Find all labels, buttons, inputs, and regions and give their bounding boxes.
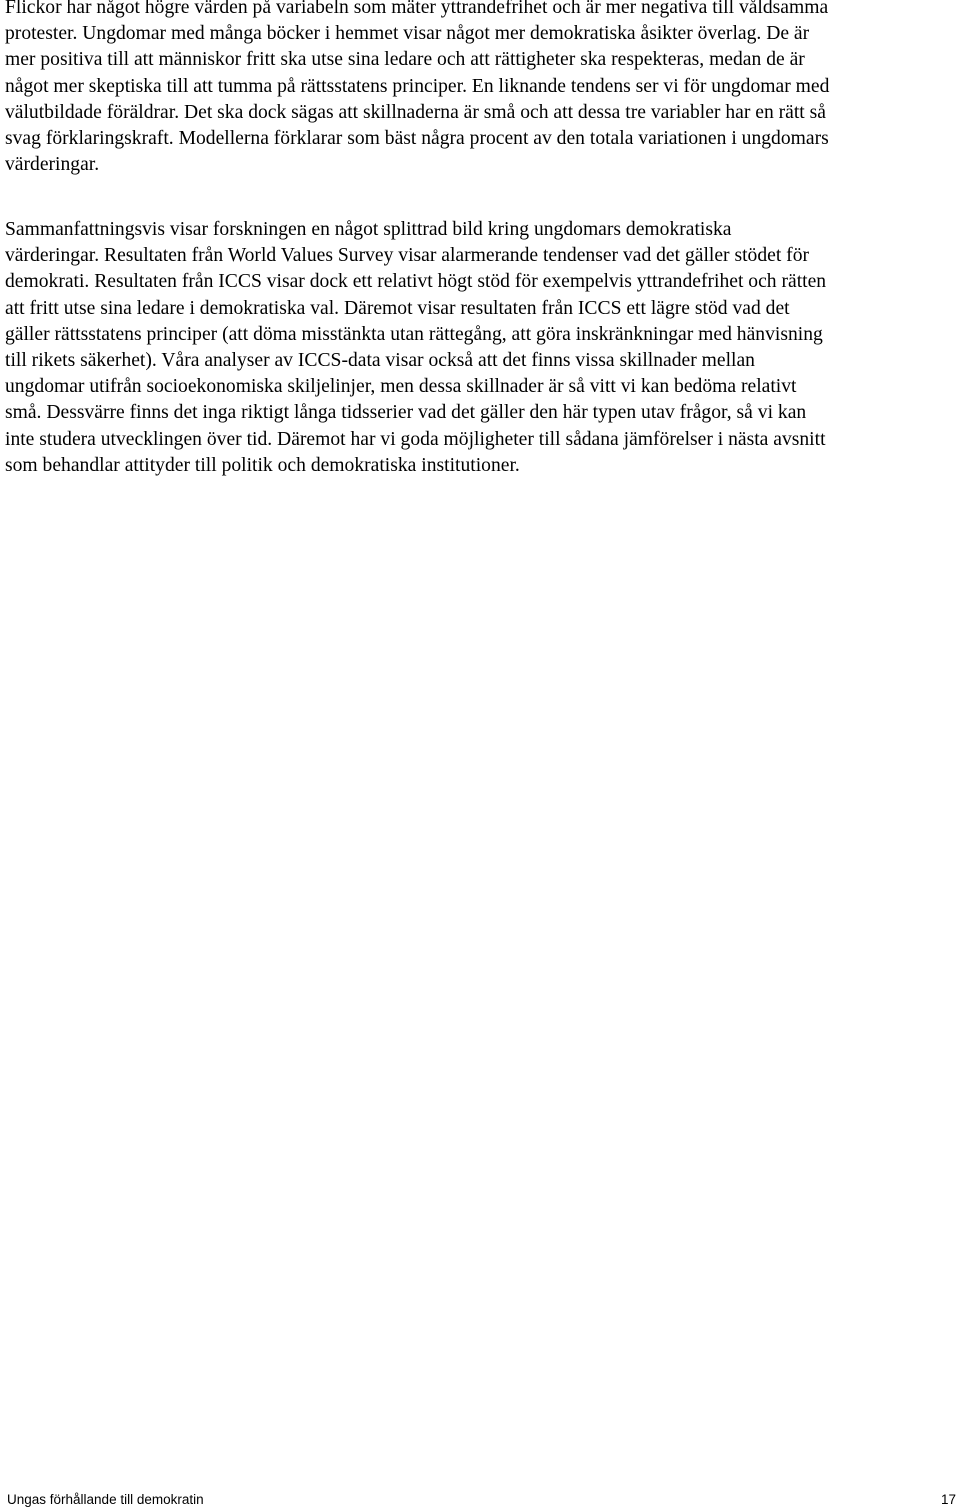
body-paragraph: Sammanfattningsvis visar forskningen en något splittrad bild kring ungdomars demokratiska värderingar. Resultaten från World Values Survey visar alarmerande tendenser vad det gäller stödet för demokrati. Resultaten från ICCS visar dock ett relativt högt stöd för exempelvis yttrandefrihet och rätten att fritt utse sina ledare i demokratiska val. Däremot visar resultaten från ICCS ett lägre stöd vad det gäller rättsstatens principer (att döma misstänkta utan rättegång, att göra inskränkningar med hänvisning till rikets säkerhet). Våra analyser av ICCS-data visar också att det finns vissa skillnader mellan ungdomar utifrån socioekonomiska skiljelinjer, men dessa skillnader är så vitt vi kan bedöma relativt små. Dessvärre finns det inga riktigt långa tidsserier vad det gäller den här typen utav frågor, så vi kan inte studera utvecklingen över tid. Däremot har vi goda möjligheter till sådana jämförelser i nästa avsnitt som behandlar attityder till politik och demokratiska institutioner. <box>5 219 827 476</box>
page-number: 17 <box>940 1492 956 1507</box>
footer-title: Ungas förhållande till demokratin <box>7 1492 204 1507</box>
body-paragraph: Flickor har något högre värden på variabeln som mäter yttrandefrihet och är mer negativa till våldsamma protester. Ungdomar med många böcker i hemmet visar något mer demokratiska åsikter överlag. De är mer positiva till att människor fritt ska utse sina ledare och att rättigheter ska respekteras, medan de är något mer skeptiska till att tumma på rättsstatens principer. En liknande tendens ser vi för ungdomar med välutbildade föräldrar. Det ska dock sägas att skillnaderna är små och att dessa tre variabler har en rätt så svag förklaringskraft. Modellerna förklarar som bäst några procent av den totala variationen i ungdomars värderingar. <box>5 0 830 176</box>
